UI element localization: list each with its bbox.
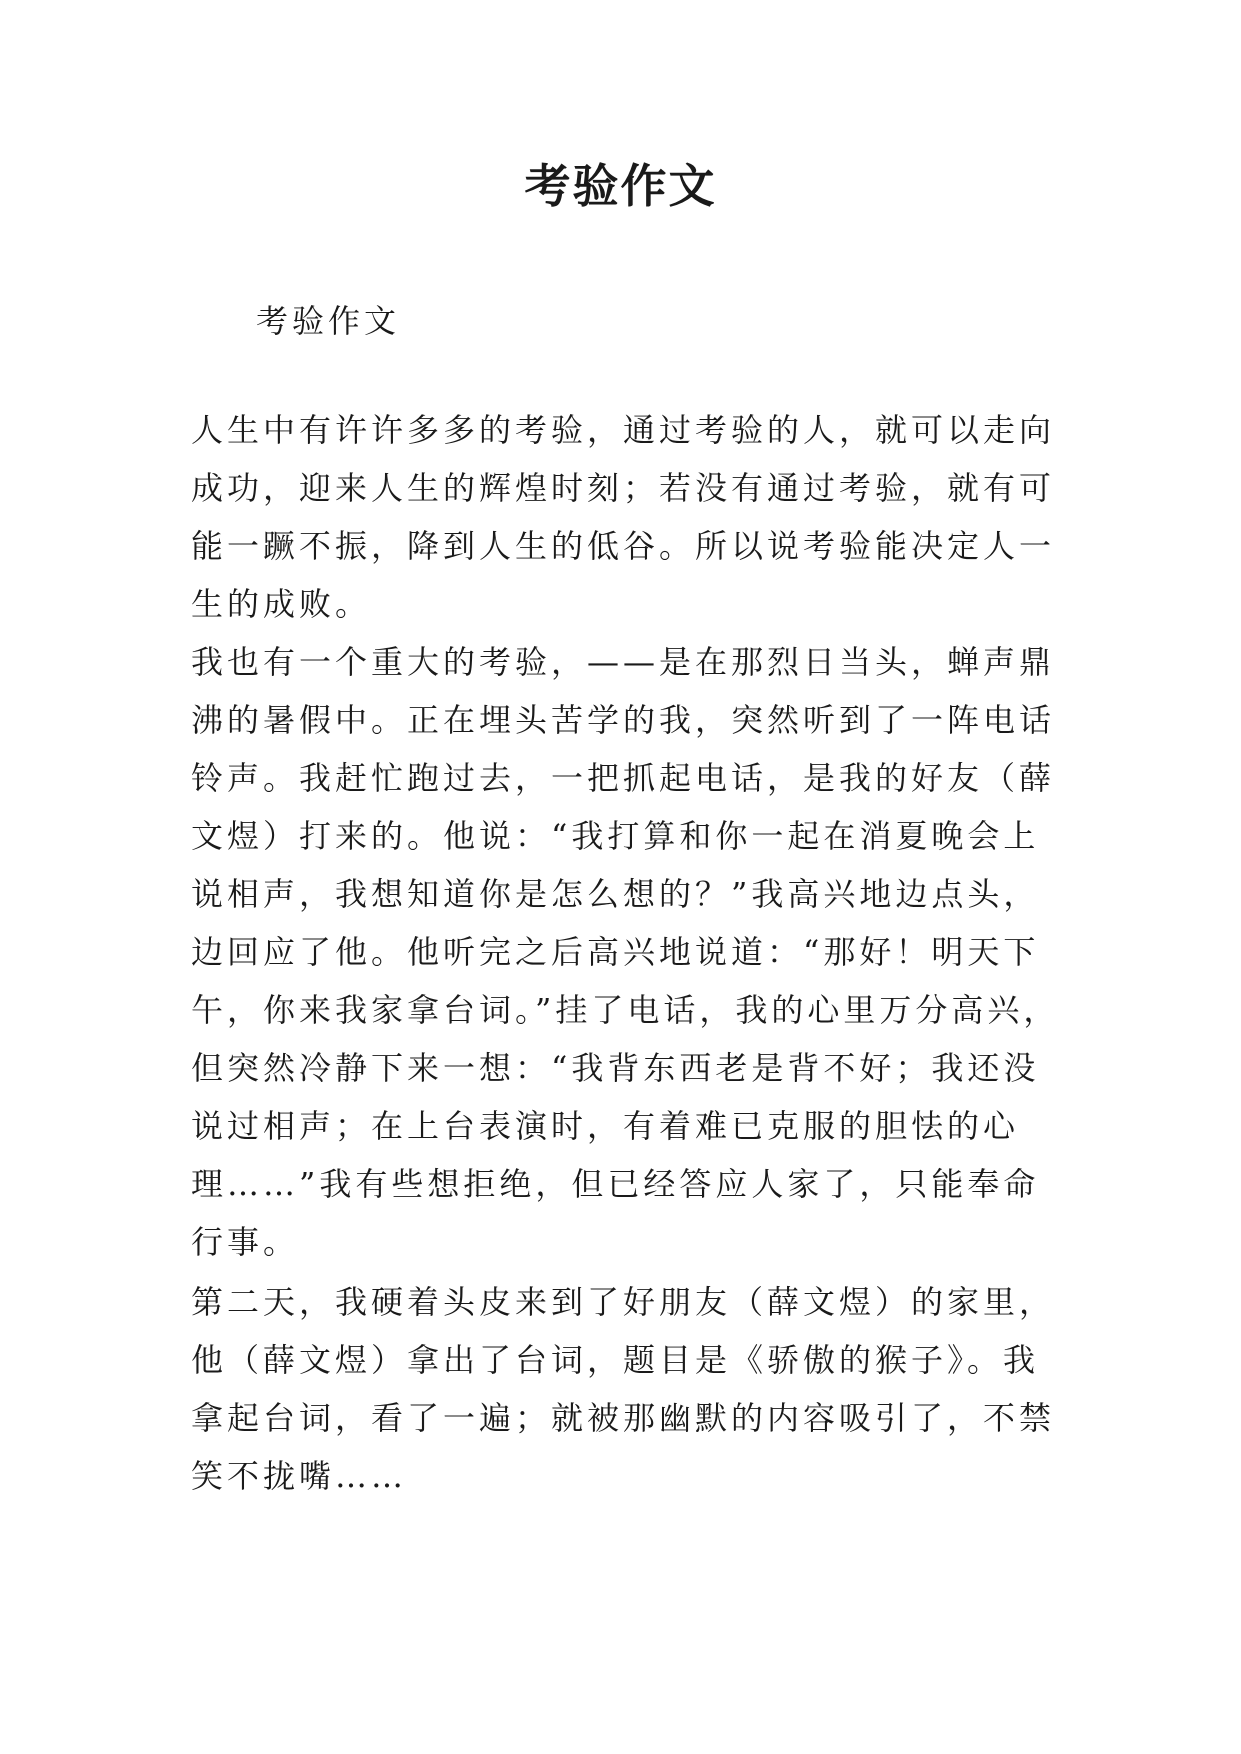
paragraph-1: 人生中有许许多多的考验，通过考验的人，就可以走向成功，迎来人生的辉煌时刻；若没有通过考验，就有可能一蹶不振，降到人生的低谷。所以说考验能决定人一生的成败。: [191, 411, 1056, 623]
paragraph-2: 我也有一个重大的考验，——是在那烈日当头，蝉声鼎沸的暑假中。正在埋头苦学的我，突然听到了一阵电话铃声。我赶忙跑过去，一把抓起电话，是我的好友（薛文煜）打来的。他说：“我打算和你一起在消夏晚会上说相声，我想知道你是怎么想的？”我高兴地边点头，边回应了他。他听完之后高兴地说道：“那好！明天下午，你来我家拿台词。”挂了电话，我的心里万分高兴，但突然冷静下来一想：“我背东西老是背不好；我还没说过相声；在上台表演时，有着难已克服的胆怯的心理……”我有些想拒绝，但已经答应人家了，只能奉命行事。: [191, 643, 1060, 1261]
document-title: 考验作文: [524, 159, 717, 213]
paragraph-3: 第二天，我硬着头皮来到了好朋友（薛文煜）的家里，他（薛文煜）拿出了台词，题目是《骄傲的猴子》。我拿起台词，看了一遍；就被那幽默的内容吸引了，不禁笑不拢嘴……: [191, 1283, 1056, 1495]
document-subtitle: 考验作文: [256, 302, 401, 340]
